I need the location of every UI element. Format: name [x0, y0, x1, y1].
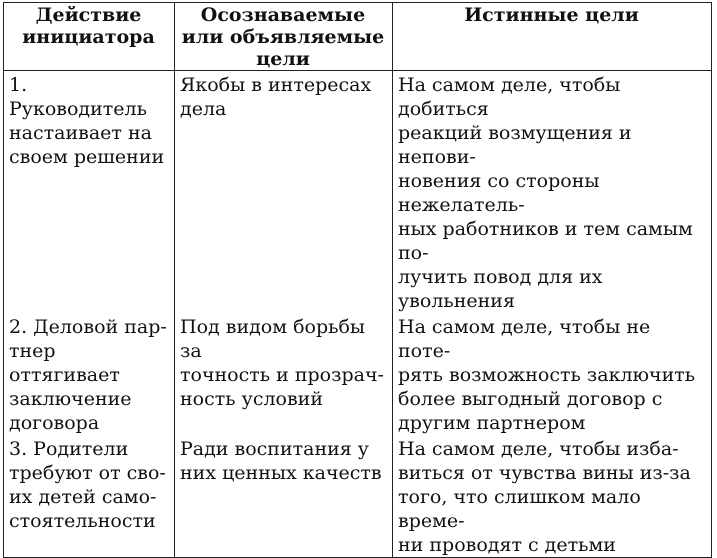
action-cell: 1. Руководитель настаивает на своем решении: [4, 71, 175, 314]
declared-goal-cell: Ради воспитания у них ценных качеств: [175, 435, 393, 558]
true-goal-cell: На самом деле, чтобы изба- виться от чувства вины из-за того, что слишком мало време- ни проводят с детьми: [393, 435, 712, 558]
action-cell: 3. Родители требуют от сво- их детей само- стоятельности: [4, 435, 175, 558]
table-row: [4, 71, 712, 314]
header-action: Действие инициатора: [4, 3, 175, 71]
declared-goal-cell: Под видом борьбы за точность и прозрач- ность условий: [175, 313, 393, 435]
action-cell: 2. Деловой пар- тнер оттягивает заключение договора: [4, 313, 175, 435]
table-row: [4, 435, 712, 558]
header-true-goals: Истинные цели: [393, 3, 712, 71]
table-row: [4, 313, 712, 435]
true-goal-cell: На самом деле, чтобы не поте- рять возможность заключить более выгодный договор с другим партнером: [393, 313, 712, 435]
declared-goal-cell: Якобы в интересах дела: [175, 71, 393, 314]
header-declared-goals: Осознаваемые или объявляемые цели: [175, 3, 393, 71]
true-goal-cell: На самом деле, чтобы добиться реакций возмущения и непови- новения со стороны нежелатель- ных работников и тем самым по- лучить повод для их увольнения: [393, 71, 712, 314]
table-header: [4, 3, 712, 71]
goals-table: [3, 2, 712, 558]
